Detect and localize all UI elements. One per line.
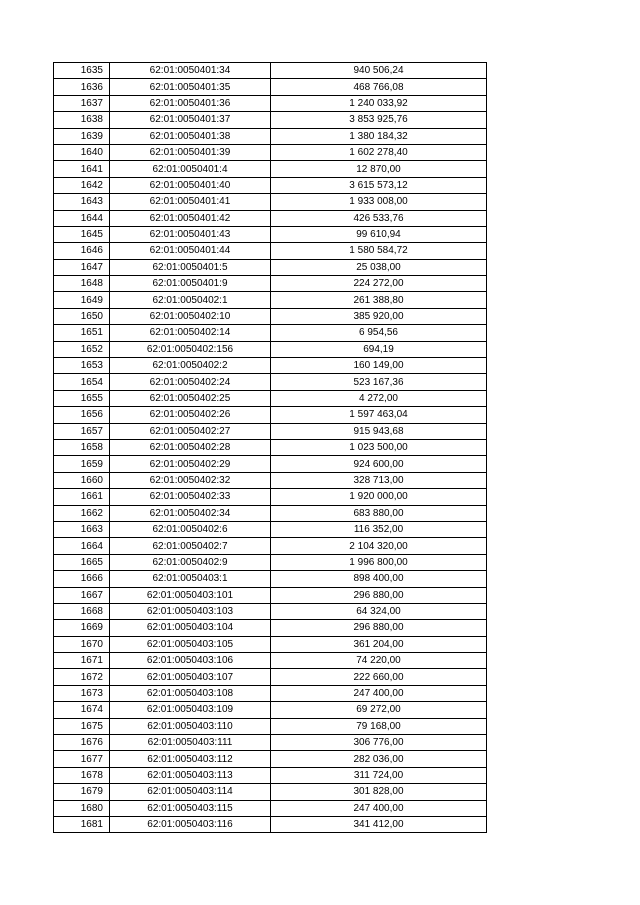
table-row: [54, 751, 487, 767]
row-number-cell: 1640: [54, 144, 110, 160]
value-cell: 306 776,00: [271, 735, 487, 751]
value-cell: 311 724,00: [271, 767, 487, 783]
row-number-cell: 1654: [54, 374, 110, 390]
value-cell: 116 352,00: [271, 521, 487, 537]
table-row: [54, 63, 487, 79]
cadastral-number-cell: 62:01:0050402:28: [110, 439, 271, 455]
row-number-cell: 1641: [54, 161, 110, 177]
table-row: [54, 505, 487, 521]
table-row: [54, 636, 487, 652]
cadastral-number-cell: 62:01:0050403:116: [110, 816, 271, 832]
cadastral-number-cell: 62:01:0050402:27: [110, 423, 271, 439]
cadastral-number-cell: 62:01:0050402:10: [110, 308, 271, 324]
row-number-cell: 1672: [54, 669, 110, 685]
value-cell: 301 828,00: [271, 784, 487, 800]
row-number-cell: 1653: [54, 358, 110, 374]
cadastral-number-cell: 62:01:0050403:106: [110, 653, 271, 669]
value-cell: 12 870,00: [271, 161, 487, 177]
value-cell: 924 600,00: [271, 456, 487, 472]
row-number-cell: 1644: [54, 210, 110, 226]
row-number-cell: 1651: [54, 325, 110, 341]
table-row: [54, 767, 487, 783]
value-cell: 1 023 500,00: [271, 439, 487, 455]
value-cell: 296 880,00: [271, 620, 487, 636]
cadastral-number-cell: 62:01:0050403:113: [110, 767, 271, 783]
table-row: [54, 210, 487, 226]
row-number-cell: 1655: [54, 390, 110, 406]
row-number-cell: 1639: [54, 128, 110, 144]
value-cell: 222 660,00: [271, 669, 487, 685]
value-cell: 426 533,76: [271, 210, 487, 226]
table-row: [54, 653, 487, 669]
value-cell: 247 400,00: [271, 685, 487, 701]
row-number-cell: 1656: [54, 407, 110, 423]
table-row: [54, 128, 487, 144]
cadastral-number-cell: 62:01:0050403:114: [110, 784, 271, 800]
table-row: [54, 472, 487, 488]
cadastral-number-cell: 62:01:0050401:35: [110, 79, 271, 95]
value-cell: 99 610,94: [271, 226, 487, 242]
row-number-cell: 1670: [54, 636, 110, 652]
table-row: [54, 292, 487, 308]
value-cell: 1 380 184,32: [271, 128, 487, 144]
cadastral-number-cell: 62:01:0050403:105: [110, 636, 271, 652]
cadastral-number-cell: 62:01:0050401:9: [110, 276, 271, 292]
value-cell: 915 943,68: [271, 423, 487, 439]
value-cell: 282 036,00: [271, 751, 487, 767]
value-cell: 4 272,00: [271, 390, 487, 406]
row-number-cell: 1643: [54, 194, 110, 210]
table-row: [54, 325, 487, 341]
cadastral-number-cell: 62:01:0050401:40: [110, 177, 271, 193]
table-row: [54, 718, 487, 734]
value-cell: 694,19: [271, 341, 487, 357]
row-number-cell: 1671: [54, 653, 110, 669]
row-number-cell: 1659: [54, 456, 110, 472]
row-number-cell: 1649: [54, 292, 110, 308]
value-cell: 1 597 463,04: [271, 407, 487, 423]
value-cell: 1 933 008,00: [271, 194, 487, 210]
row-number-cell: 1678: [54, 767, 110, 783]
value-cell: 296 880,00: [271, 587, 487, 603]
row-number-cell: 1642: [54, 177, 110, 193]
cadastral-number-cell: 62:01:0050402:32: [110, 472, 271, 488]
value-cell: 1 996 800,00: [271, 554, 487, 570]
cadastral-number-cell: 62:01:0050403:107: [110, 669, 271, 685]
table-row: [54, 685, 487, 701]
cadastral-number-cell: 62:01:0050401:44: [110, 243, 271, 259]
cadastral-number-cell: 62:01:0050403:101: [110, 587, 271, 603]
table-row: [54, 358, 487, 374]
value-cell: 224 272,00: [271, 276, 487, 292]
table-row: [54, 374, 487, 390]
table-row: [54, 308, 487, 324]
value-cell: 898 400,00: [271, 571, 487, 587]
row-number-cell: 1679: [54, 784, 110, 800]
value-cell: 3 615 573,12: [271, 177, 487, 193]
cadastral-number-cell: 62:01:0050401:42: [110, 210, 271, 226]
row-number-cell: 1663: [54, 521, 110, 537]
cadastral-number-cell: 62:01:0050401:5: [110, 259, 271, 275]
cadastral-number-cell: 62:01:0050402:33: [110, 489, 271, 505]
table-row: [54, 112, 487, 128]
value-cell: 328 713,00: [271, 472, 487, 488]
row-number-cell: 1661: [54, 489, 110, 505]
table-row: [54, 276, 487, 292]
row-number-cell: 1647: [54, 259, 110, 275]
cadastral-number-cell: 62:01:0050403:1: [110, 571, 271, 587]
row-number-cell: 1648: [54, 276, 110, 292]
table-row: [54, 603, 487, 619]
cadastral-number-cell: 62:01:0050402:7: [110, 538, 271, 554]
value-cell: 341 412,00: [271, 816, 487, 832]
table-row: [54, 735, 487, 751]
row-number-cell: 1645: [54, 226, 110, 242]
table-row: [54, 489, 487, 505]
row-number-cell: 1680: [54, 800, 110, 816]
table-row: [54, 243, 487, 259]
table-row: [54, 161, 487, 177]
row-number-cell: 1664: [54, 538, 110, 554]
table-row: [54, 177, 487, 193]
cadastral-number-cell: 62:01:0050403:104: [110, 620, 271, 636]
table-row: [54, 79, 487, 95]
row-number-cell: 1660: [54, 472, 110, 488]
row-number-cell: 1652: [54, 341, 110, 357]
cadastral-number-cell: 62:01:0050403:112: [110, 751, 271, 767]
cadastral-number-cell: 62:01:0050403:115: [110, 800, 271, 816]
row-number-cell: 1638: [54, 112, 110, 128]
value-cell: 261 388,80: [271, 292, 487, 308]
cadastral-number-cell: 62:01:0050401:41: [110, 194, 271, 210]
row-number-cell: 1635: [54, 63, 110, 79]
value-cell: 1 240 033,92: [271, 95, 487, 111]
value-cell: 523 167,36: [271, 374, 487, 390]
row-number-cell: 1657: [54, 423, 110, 439]
value-cell: 74 220,00: [271, 653, 487, 669]
table-row: [54, 423, 487, 439]
cadastral-number-cell: 62:01:0050402:156: [110, 341, 271, 357]
row-number-cell: 1676: [54, 735, 110, 751]
table-row: [54, 702, 487, 718]
cadastral-number-cell: 62:01:0050402:25: [110, 390, 271, 406]
table-row: [54, 571, 487, 587]
cadastral-number-cell: 62:01:0050403:108: [110, 685, 271, 701]
value-cell: 468 766,08: [271, 79, 487, 95]
value-cell: 160 149,00: [271, 358, 487, 374]
table-row: [54, 226, 487, 242]
value-cell: 683 880,00: [271, 505, 487, 521]
row-number-cell: 1677: [54, 751, 110, 767]
value-cell: 1 920 000,00: [271, 489, 487, 505]
cadastral-number-cell: 62:01:0050403:111: [110, 735, 271, 751]
value-cell: 2 104 320,00: [271, 538, 487, 554]
table-row: [54, 554, 487, 570]
table-row: [54, 144, 487, 160]
cadastral-number-cell: 62:01:0050402:14: [110, 325, 271, 341]
table-row: [54, 95, 487, 111]
cadastral-number-cell: 62:01:0050402:2: [110, 358, 271, 374]
table-row: [54, 620, 487, 636]
value-cell: 6 954,56: [271, 325, 487, 341]
cadastral-number-cell: 62:01:0050402:24: [110, 374, 271, 390]
row-number-cell: 1636: [54, 79, 110, 95]
table-row: [54, 407, 487, 423]
row-number-cell: 1681: [54, 816, 110, 832]
row-number-cell: 1637: [54, 95, 110, 111]
table-row: [54, 439, 487, 455]
row-number-cell: 1668: [54, 603, 110, 619]
table-body: [54, 63, 487, 833]
value-cell: 64 324,00: [271, 603, 487, 619]
row-number-cell: 1673: [54, 685, 110, 701]
row-number-cell: 1665: [54, 554, 110, 570]
value-cell: 3 853 925,76: [271, 112, 487, 128]
table-row: [54, 587, 487, 603]
table-row: [54, 669, 487, 685]
row-number-cell: 1666: [54, 571, 110, 587]
value-cell: 25 038,00: [271, 259, 487, 275]
table-row: [54, 816, 487, 832]
row-number-cell: 1675: [54, 718, 110, 734]
row-number-cell: 1646: [54, 243, 110, 259]
row-number-cell: 1674: [54, 702, 110, 718]
table-row: [54, 800, 487, 816]
cadastral-number-cell: 62:01:0050401:34: [110, 63, 271, 79]
value-cell: 361 204,00: [271, 636, 487, 652]
table-row: [54, 194, 487, 210]
row-number-cell: 1658: [54, 439, 110, 455]
value-cell: 69 272,00: [271, 702, 487, 718]
value-cell: 79 168,00: [271, 718, 487, 734]
cadastral-value-table: [53, 62, 487, 833]
row-number-cell: 1650: [54, 308, 110, 324]
table-row: [54, 456, 487, 472]
cadastral-number-cell: 62:01:0050401:37: [110, 112, 271, 128]
cadastral-number-cell: 62:01:0050402:1: [110, 292, 271, 308]
value-cell: 1 602 278,40: [271, 144, 487, 160]
row-number-cell: 1669: [54, 620, 110, 636]
row-number-cell: 1667: [54, 587, 110, 603]
cadastral-number-cell: 62:01:0050403:103: [110, 603, 271, 619]
cadastral-number-cell: 62:01:0050403:110: [110, 718, 271, 734]
cadastral-number-cell: 62:01:0050402:34: [110, 505, 271, 521]
table-row: [54, 259, 487, 275]
table-row: [54, 521, 487, 537]
cadastral-number-cell: 62:01:0050402:6: [110, 521, 271, 537]
cadastral-number-cell: 62:01:0050402:9: [110, 554, 271, 570]
cadastral-number-cell: 62:01:0050401:36: [110, 95, 271, 111]
value-cell: 940 506,24: [271, 63, 487, 79]
cadastral-number-cell: 62:01:0050401:39: [110, 144, 271, 160]
value-cell: 385 920,00: [271, 308, 487, 324]
value-cell: 1 580 584,72: [271, 243, 487, 259]
table-row: [54, 341, 487, 357]
value-cell: 247 400,00: [271, 800, 487, 816]
table-row: [54, 538, 487, 554]
table-row: [54, 784, 487, 800]
row-number-cell: 1662: [54, 505, 110, 521]
cadastral-number-cell: 62:01:0050402:26: [110, 407, 271, 423]
cadastral-number-cell: 62:01:0050401:4: [110, 161, 271, 177]
cadastral-number-cell: 62:01:0050402:29: [110, 456, 271, 472]
cadastral-number-cell: 62:01:0050401:38: [110, 128, 271, 144]
cadastral-number-cell: 62:01:0050401:43: [110, 226, 271, 242]
table-row: [54, 390, 487, 406]
cadastral-number-cell: 62:01:0050403:109: [110, 702, 271, 718]
